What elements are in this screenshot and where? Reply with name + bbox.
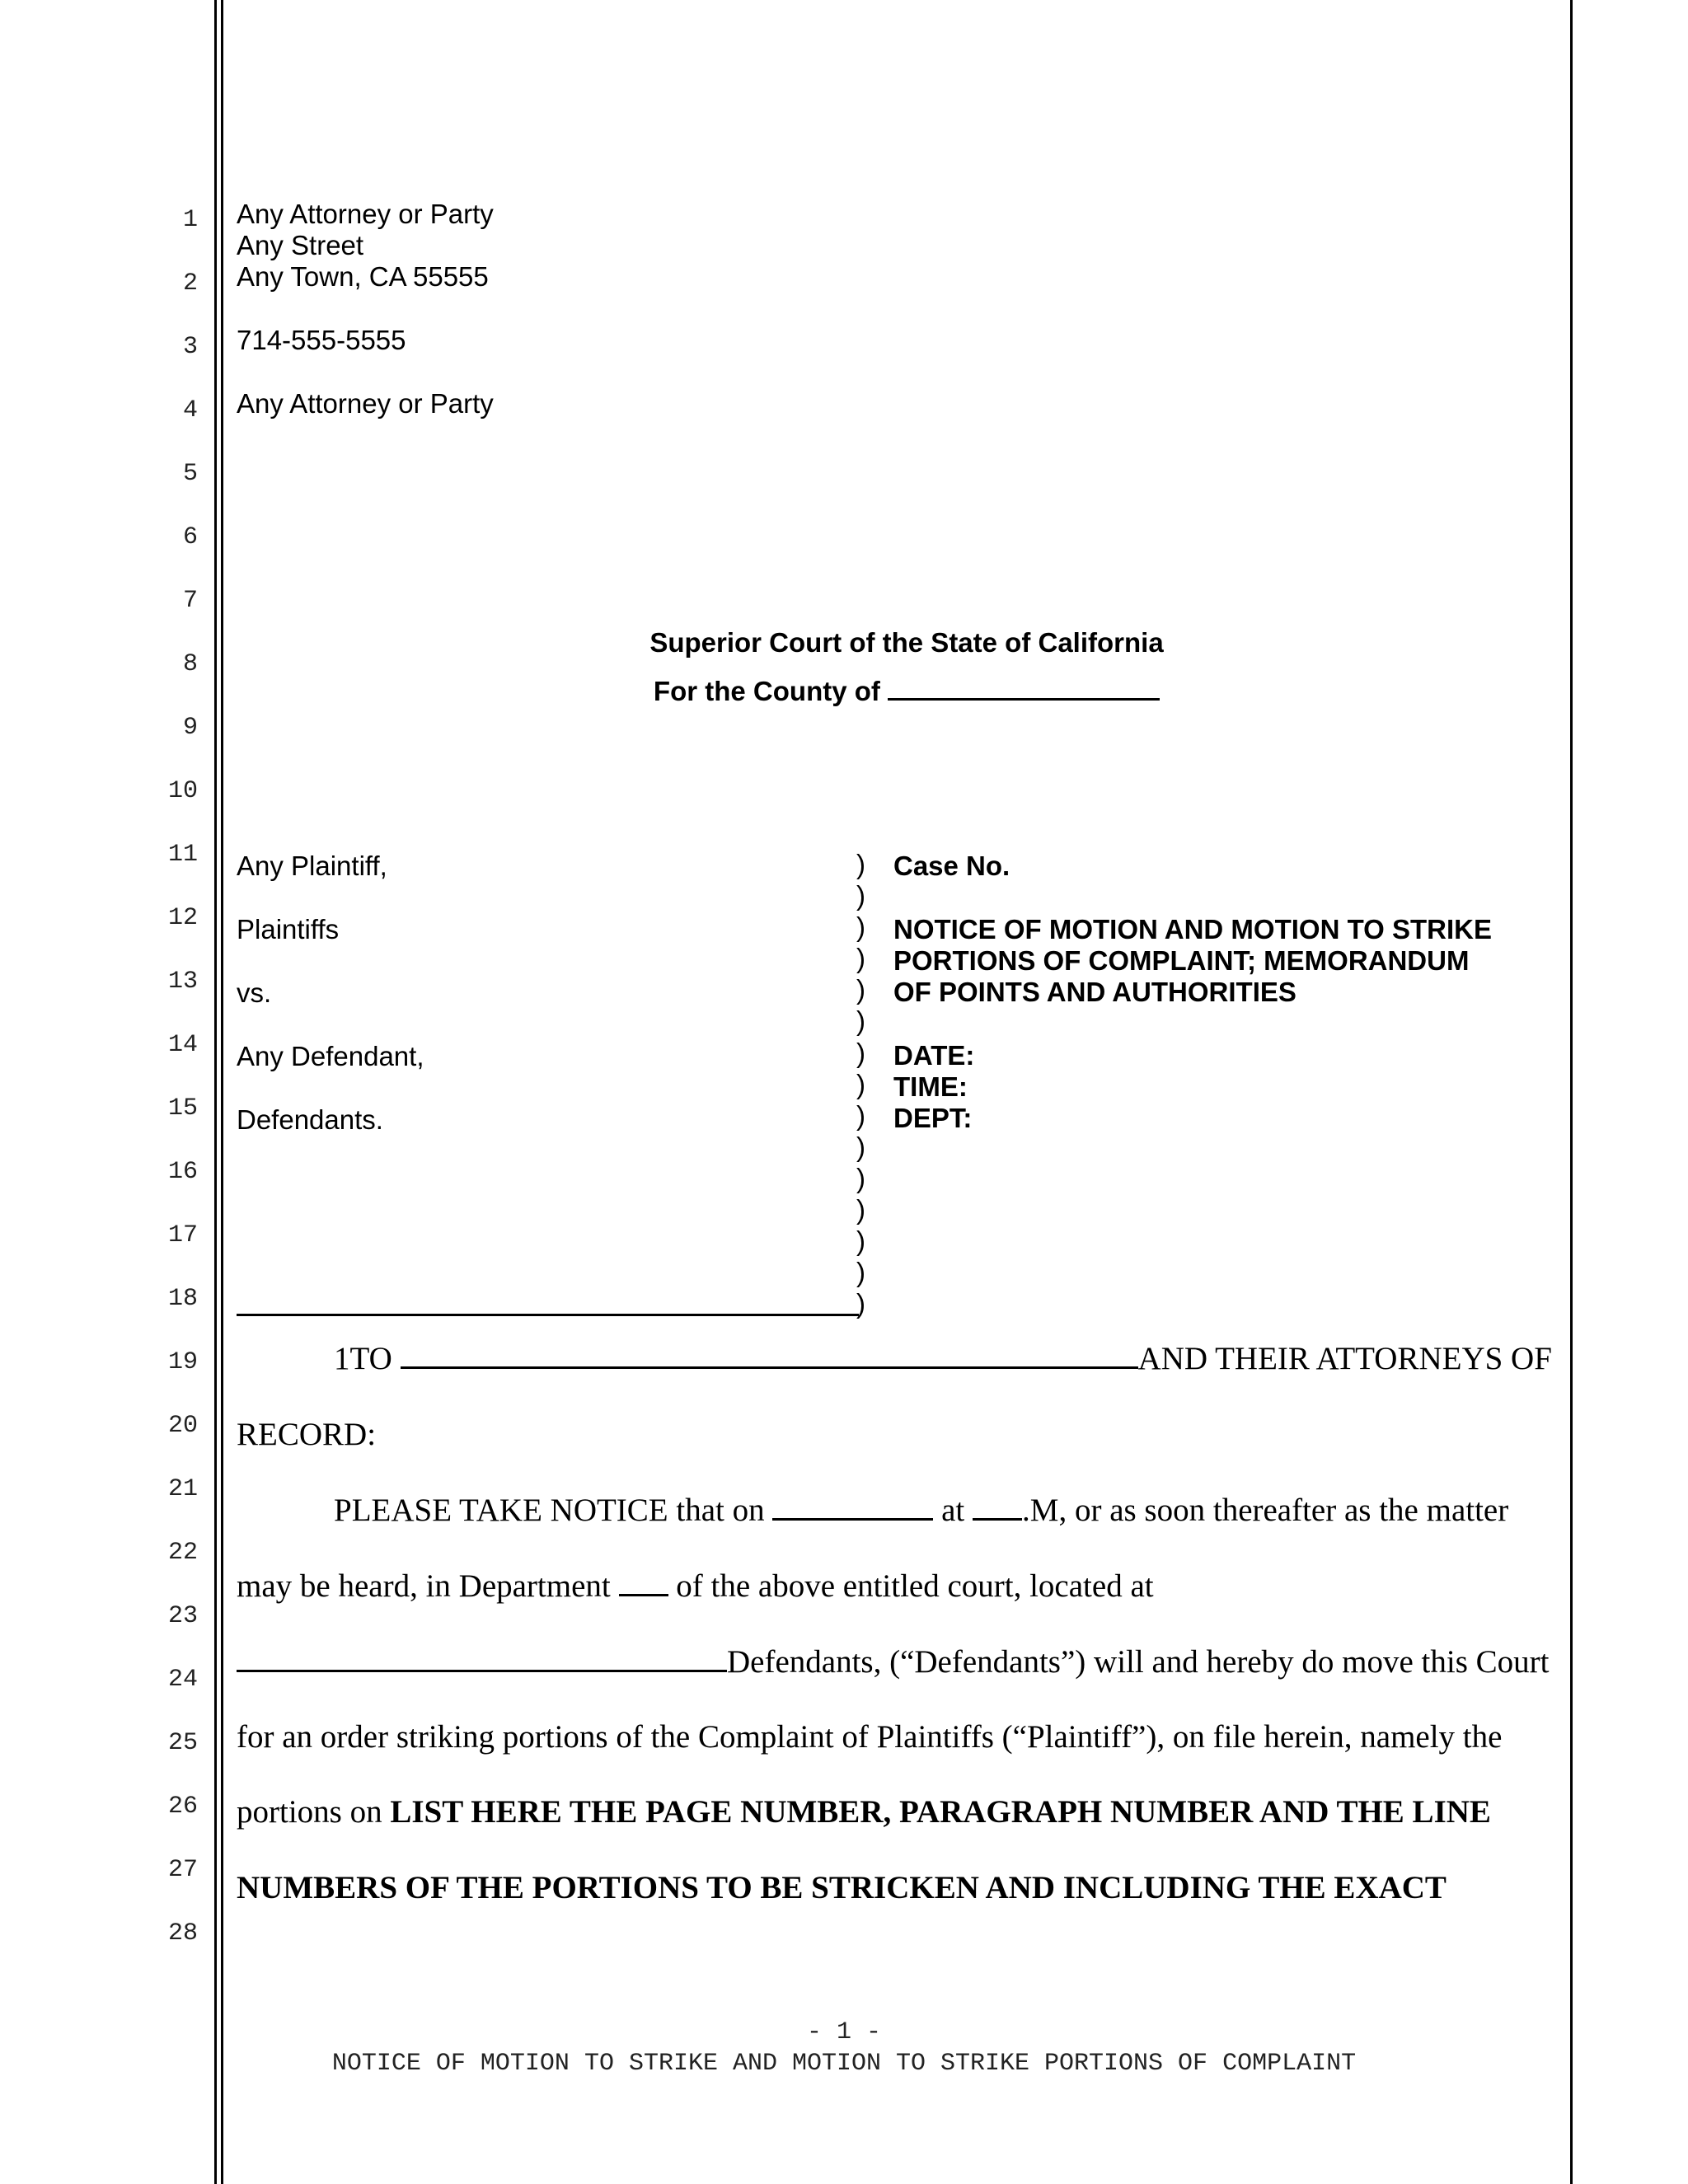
attorneys-of-text: AND THEIR ATTORNEYS OF bbox=[1137, 1341, 1552, 1376]
line-number: 28 bbox=[167, 1919, 198, 1947]
line-number: 20 bbox=[167, 1412, 198, 1440]
court-address-blank[interactable] bbox=[237, 1647, 727, 1672]
body-line-22 bbox=[237, 1568, 1154, 1605]
court-name: Superior Court of the State of California bbox=[649, 627, 1164, 658]
page-number: - 1 - bbox=[806, 2018, 881, 2046]
attorney-for: Any Attorney or Party bbox=[237, 388, 494, 419]
attorney-phone: 714-555-5555 bbox=[237, 325, 406, 355]
line-number: 7 bbox=[182, 587, 198, 615]
document-title-line-2: PORTIONS OF COMPLAINT; MEMORANDUM bbox=[893, 945, 1470, 976]
left-margin-rule-outer bbox=[214, 0, 217, 2184]
line-number: 10 bbox=[167, 777, 198, 805]
body-line-24: for an order striking portions of the Complaint of Plaintiffs (“Plaintiff”), on file herein, namely the bbox=[237, 1719, 1503, 1755]
line-number: 3 bbox=[182, 333, 198, 361]
line-number: 13 bbox=[167, 968, 198, 996]
line-number: 24 bbox=[167, 1666, 198, 1694]
body-line-19 bbox=[334, 1341, 1552, 1377]
line-number: 17 bbox=[167, 1221, 198, 1249]
body-line-23 bbox=[237, 1644, 1549, 1680]
line-number: 1 bbox=[182, 206, 198, 234]
attorney-city: Any Town, CA 55555 bbox=[237, 261, 489, 292]
attorney-street: Any Street bbox=[237, 230, 364, 260]
hearing-time-blank[interactable] bbox=[973, 1495, 1022, 1521]
line-number: 5 bbox=[182, 460, 198, 488]
line-number: 2 bbox=[182, 269, 198, 298]
plaintiff-name: Any Plaintiff, bbox=[237, 851, 387, 881]
caption-underline bbox=[237, 1314, 859, 1316]
county-label: For the County of bbox=[653, 676, 880, 706]
line-number: 26 bbox=[167, 1793, 198, 1821]
line-number: 23 bbox=[167, 1602, 198, 1630]
body-line-21 bbox=[334, 1493, 1508, 1529]
line-number: 19 bbox=[167, 1348, 198, 1376]
instructions-text: LIST HERE THE PAGE NUMBER, PARAGRAPH NUMBER AND THE LINE bbox=[390, 1794, 1491, 1830]
case-number-label: Case No. bbox=[893, 851, 1010, 881]
defendant-name: Any Defendant, bbox=[237, 1041, 424, 1071]
document-title-line-1: NOTICE OF MOTION AND MOTION TO STRIKE bbox=[893, 914, 1492, 944]
hearing-time-label: TIME: bbox=[893, 1071, 968, 1102]
footer-title: NOTICE OF MOTION TO STRIKE AND MOTION TO STRIKE PORTIONS OF COMPLAINT bbox=[331, 2050, 1357, 2078]
at-text: at bbox=[941, 1493, 965, 1528]
body-line-25 bbox=[237, 1794, 1491, 1830]
right-margin-rule bbox=[1570, 0, 1573, 2184]
document-title-line-3: OF POINTS AND AUTHORITIES bbox=[893, 977, 1296, 1007]
line-number: 11 bbox=[167, 841, 198, 869]
line-number: 8 bbox=[182, 650, 198, 678]
hearing-dept-label: DEPT: bbox=[893, 1103, 973, 1133]
portions-text: portions on bbox=[237, 1794, 391, 1830]
line-number: 16 bbox=[167, 1158, 198, 1186]
line-number: 6 bbox=[182, 523, 198, 551]
matter-text: .M, or as soon thereafter as the matter bbox=[1022, 1493, 1509, 1528]
department-blank[interactable] bbox=[619, 1571, 668, 1596]
line-number: 12 bbox=[167, 904, 198, 932]
hearing-date-label: DATE: bbox=[893, 1040, 975, 1071]
to-label: 1TO bbox=[334, 1341, 392, 1376]
versus-label: vs. bbox=[237, 977, 272, 1008]
court-location-text: of the above entitled court, located at bbox=[676, 1568, 1154, 1604]
plaintiffs-label: Plaintiffs bbox=[237, 914, 340, 944]
line-number: 14 bbox=[167, 1031, 198, 1059]
hearing-date-blank[interactable] bbox=[772, 1495, 933, 1521]
line-number: 9 bbox=[182, 714, 198, 742]
notice-text: PLEASE TAKE NOTICE that on bbox=[334, 1493, 765, 1528]
defendants-label: Defendants. bbox=[237, 1104, 383, 1135]
body-line-26: NUMBERS OF THE PORTIONS TO BE STRICKEN AND INCLUDING THE EXACT bbox=[237, 1870, 1447, 1905]
line-number: 21 bbox=[167, 1475, 198, 1503]
left-margin-rule-inner bbox=[221, 0, 223, 2184]
line-number: 27 bbox=[167, 1856, 198, 1884]
line-number: 18 bbox=[167, 1285, 198, 1313]
court-county bbox=[577, 675, 1236, 708]
line-number: 4 bbox=[182, 396, 198, 424]
line-number: 25 bbox=[167, 1729, 198, 1757]
caption-paren-column: ) ) ) ) ) ) ) ) ) ) ) ) ) ) ) bbox=[856, 849, 865, 1319]
defendants-move-text: Defendants, (“Defendants”) will and hereby do move this Court bbox=[727, 1644, 1550, 1680]
body-line-20: RECORD: bbox=[237, 1417, 377, 1452]
attorney-name: Any Attorney or Party bbox=[237, 199, 494, 229]
line-number: 15 bbox=[167, 1094, 198, 1122]
parties-blank[interactable] bbox=[401, 1343, 1138, 1369]
line-number: 22 bbox=[167, 1539, 198, 1567]
county-blank[interactable] bbox=[888, 675, 1160, 701]
department-text: may be heard, in Department bbox=[237, 1568, 611, 1604]
